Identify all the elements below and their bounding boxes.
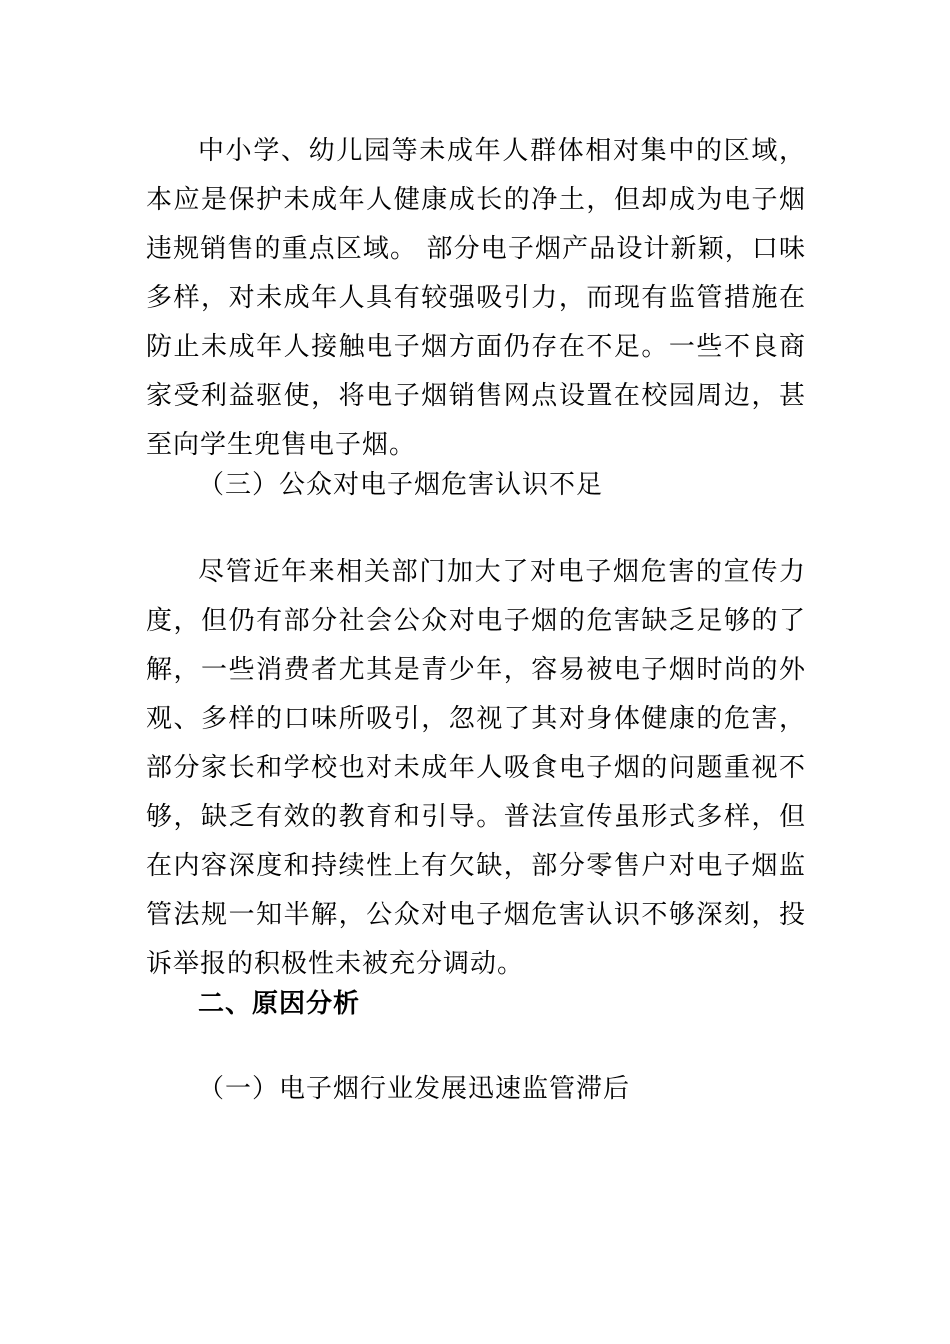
subheading-public-awareness: （三）公众对电子烟危害认识不足 — [198, 470, 604, 500]
body-paragraph-public-awareness: 尽管近年来相关部门加大了对电子烟危害的宣传力度，但仍有部分社会公众对电子烟的危害缺乏足够的了解，一些消费者尤其是青少年，容易被电子烟时尚的外观、多样的口味所吸引，忽视了其对身体健康的危害，部分家长和学校也对未成年人吸食电子烟的问题重视不够，缺乏有效的教育和引导。普法宣传虽形式多样，但在内容深度和持续性上有欠缺，部分零售户对电子烟监管法规一知半解，公众对电子烟危害认识不够深刻，投诉举报的积极性未被充分调动。 — [146, 557, 806, 979]
section-heading-cause-analysis: 二、原因分析 — [198, 989, 361, 1019]
subheading-industry-regulation: （一）电子烟行业发展迅速监管滞后 — [198, 1074, 631, 1104]
body-paragraph-minors-area: 中小学、幼儿园等未成年人群体相对集中的区域，本应是保护未成年人健康成长的净土，但却成为电子烟违规销售的重点区域。 部分电子烟产品设计新颖，口味多样，对未成年人具有较强吸引力，而现有监管措施在防止未成年人接触电子烟方面仍存在不足。一些不良商家受利益驱使，将电子烟销售网点设置在校园周边，甚至向学生兜售电子烟。 — [146, 136, 806, 460]
